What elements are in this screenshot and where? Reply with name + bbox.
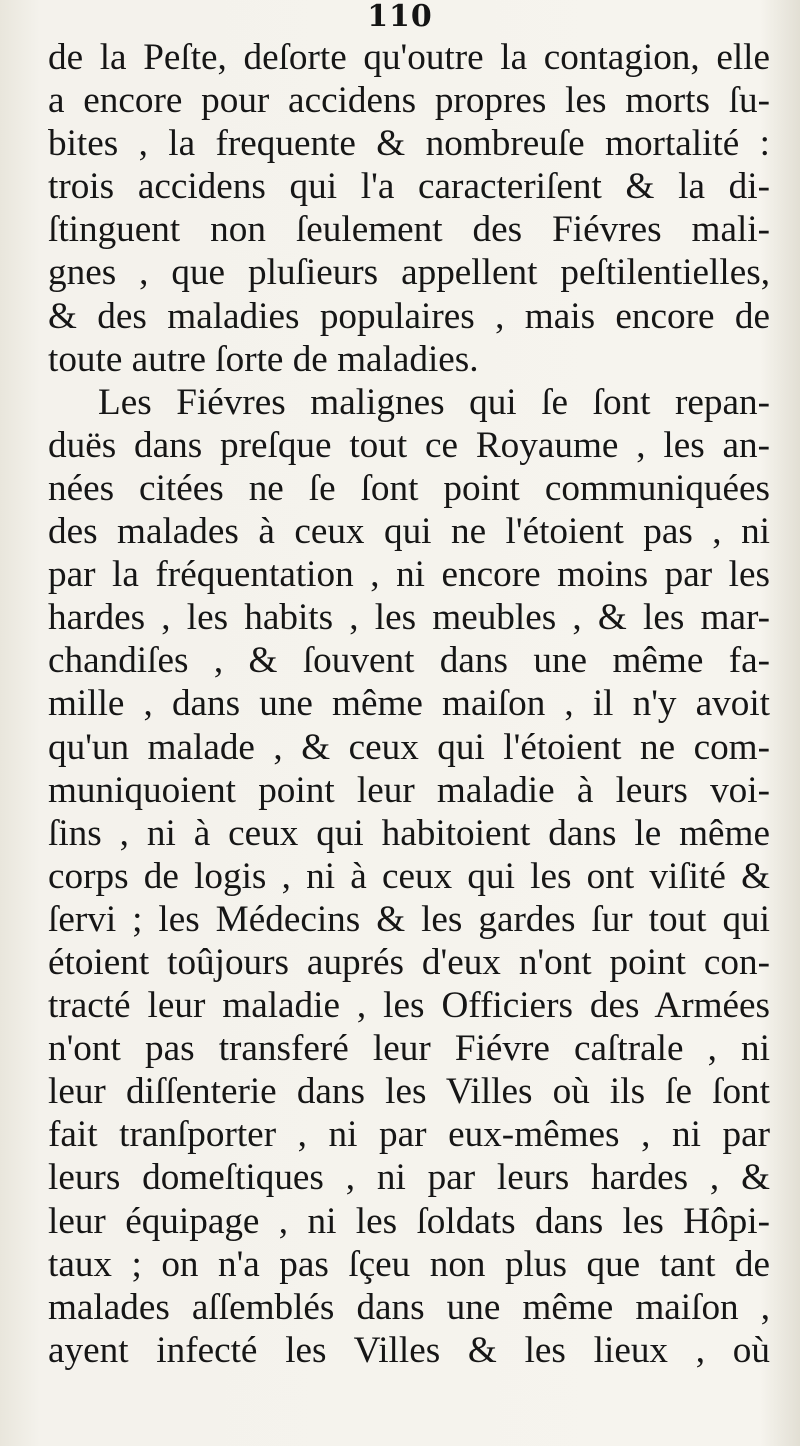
text-line: ſervi ; les Médecins & les gardes ſur tout qui — [48, 898, 770, 940]
text-line: fait tranſporter , ni par eux-mêmes , ni par — [48, 1114, 770, 1156]
text-line: toute autre ſorte de maladies. — [48, 338, 479, 380]
text-line: des malades à ceux qui ne l'étoient pas , ni — [48, 511, 770, 553]
text-line: duës dans preſque tout ce Royaume , les an- — [48, 424, 770, 466]
text-line: ſins , ni à ceux qui habitoient dans le même — [48, 812, 770, 854]
text-line: gnes , que pluſieurs appellent peſtilentielles, — [48, 252, 770, 294]
text-line: n'ont pas transferé leur Fiévre caſtrale , ni — [48, 1028, 770, 1070]
text-line: & des maladies populaires , mais encore de — [48, 295, 770, 337]
text-line: par la fréquentation , ni encore moins par les — [48, 554, 770, 596]
text-line: trois accidens qui l'a caracteriſent & la di- — [48, 166, 770, 208]
text-line: leur diſſenterie dans les Villes où ils ſe ſont — [48, 1071, 770, 1113]
text-line: leurs domeſtiques , ni par leurs hardes , & — [48, 1157, 770, 1199]
text-line: nées citées ne ſe ſont point communiquées — [48, 467, 770, 509]
text-line: malades aſſemblés dans une même maiſon , — [48, 1286, 770, 1328]
body-text — [48, 36, 770, 1372]
text-line: qu'un malade , & ceux qui l'étoient ne com- — [48, 726, 770, 768]
text-line: tracté leur maladie , les Officiers des Armées — [48, 985, 770, 1027]
text-line: corps de logis , ni à ceux qui les ont viſité & — [48, 855, 770, 897]
text-line: ſtinguent non ſeulement des Fiévres mali- — [48, 209, 770, 251]
text-line: Les Fiévres malignes qui ſe ſont repan- — [98, 381, 770, 423]
text-line: mille , dans une même maiſon , il n'y avoit — [48, 683, 770, 725]
text-line: taux ; on n'a pas ſçeu non plus que tant de — [48, 1243, 770, 1285]
text-line: leur équipage , ni les ſoldats dans les Hôpi- — [48, 1200, 770, 1242]
text-line: chandiſes , & ſouvent dans une même fa- — [48, 640, 770, 682]
text-line: a encore pour accidens propres les morts ſu- — [48, 80, 770, 122]
text-line: bites , la frequente & nombreuſe mortalité : — [48, 123, 770, 165]
text-line: ayent infecté les Villes & les lieux , où — [48, 1329, 770, 1371]
text-line: muniquoient point leur maladie à leurs voi- — [48, 769, 770, 811]
page-number: 110 — [367, 0, 433, 34]
text-line: étoient toûjours auprés d'eux n'ont point con- — [48, 941, 770, 983]
text-line: hardes , les habits , les meubles , & les mar- — [48, 597, 770, 639]
text-line: de la Peſte, deſorte qu'outre la contagion, elle — [48, 37, 770, 78]
